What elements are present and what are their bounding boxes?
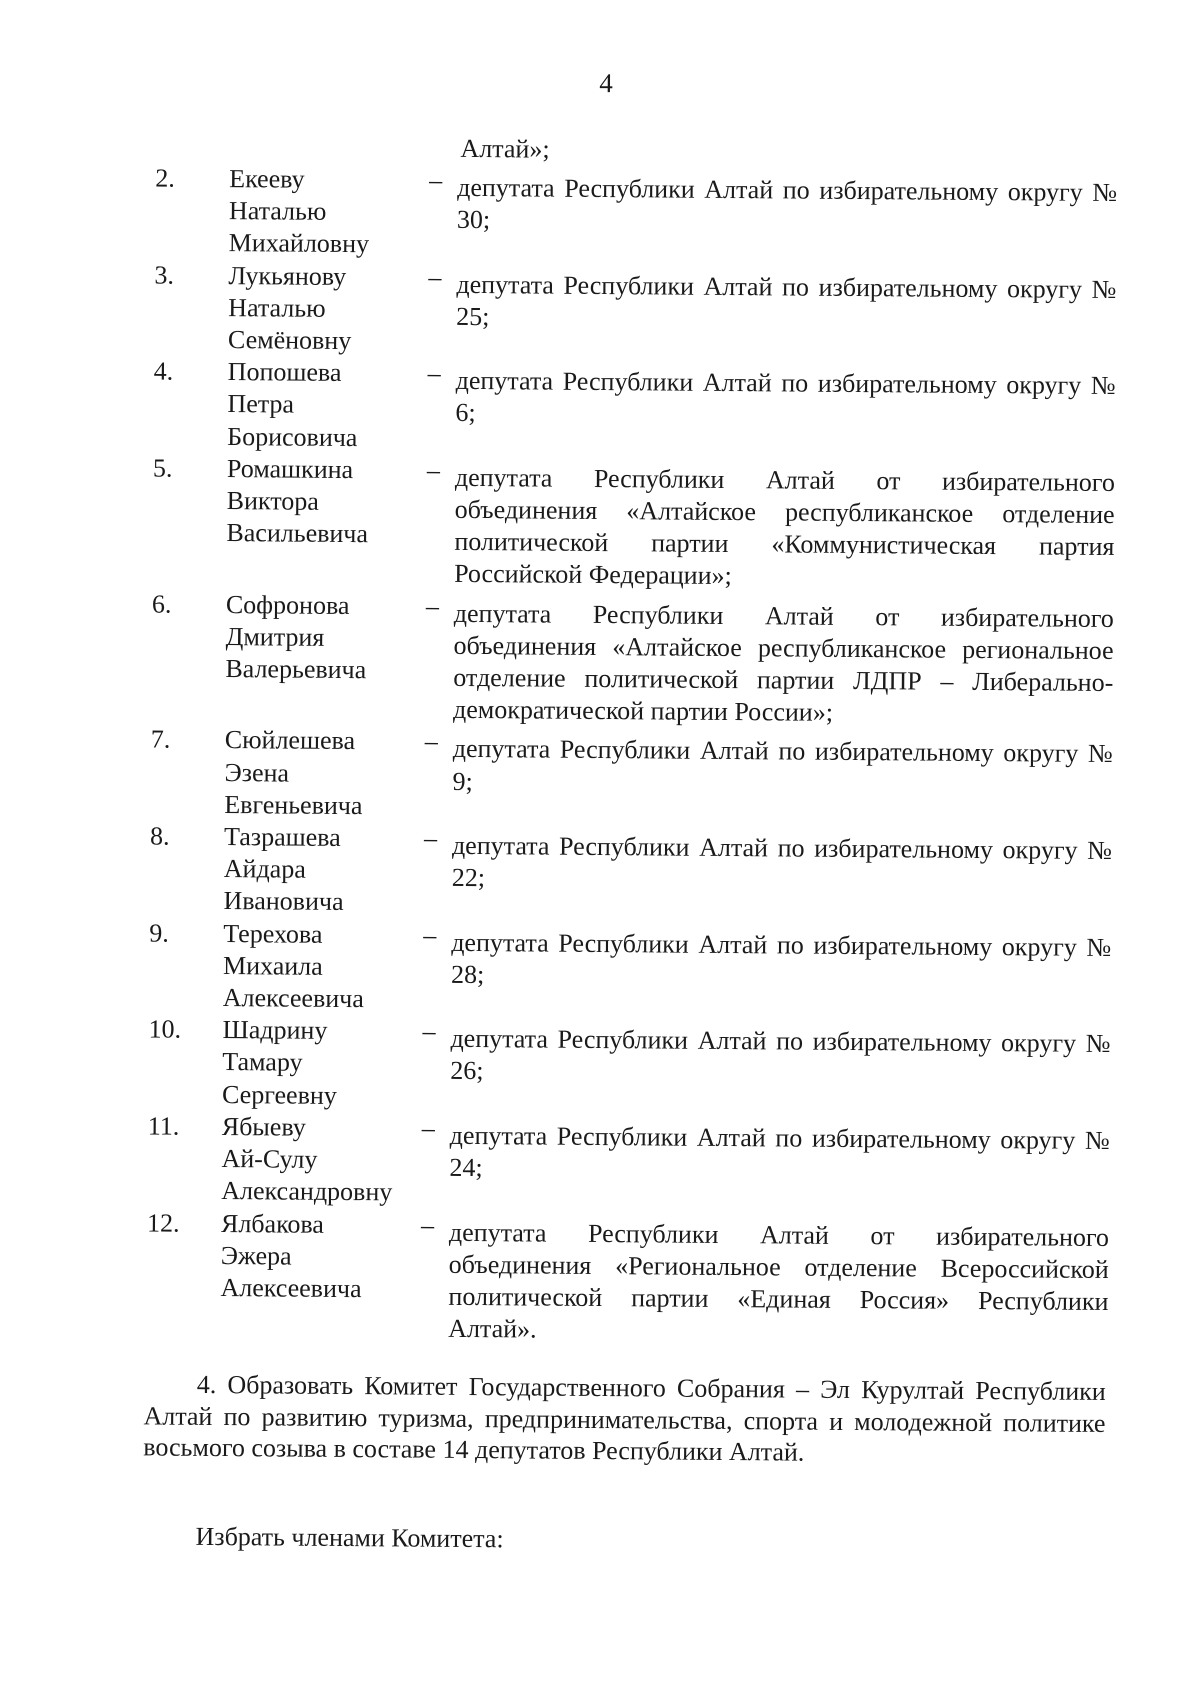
name-line: Терехова	[223, 918, 323, 949]
dash: –	[425, 591, 440, 621]
member-name	[222, 1014, 423, 1112]
member-description: депутата Республики Алтай по избирательному округу № 26;	[450, 1024, 1111, 1086]
paragraph-elect-members: Избрать членами Комитета:	[195, 1521, 504, 1554]
name-line: Михайловну	[228, 228, 370, 259]
member-name	[223, 821, 424, 919]
dash: –	[423, 823, 438, 853]
member-description: депутата Республики Алтай от избирательного объединения «Региональное отделение Всероссийской политической партии «Единая Россия» Республики Алтай».	[448, 1217, 1110, 1344]
member-entry	[152, 452, 1115, 595]
name-line: Ромашкина	[226, 453, 354, 484]
name-line: Ялбакова	[220, 1208, 325, 1239]
entry-number: 7.	[150, 724, 171, 755]
member-entry	[147, 1110, 1110, 1214]
member-description: депутата Республики Алтай по избирательному округу № 9;	[452, 734, 1113, 796]
name-line: Екееву	[229, 164, 305, 194]
entry-number: 9.	[149, 918, 169, 948]
member-description: депутата Республики Алтай от избирательного объединения «Алтайское республиканское отделение политической партии «Коммунистическая партия Российской Федерации»;	[454, 462, 1116, 591]
entry-number: 2.	[155, 163, 175, 193]
entry-number: 5.	[152, 453, 173, 483]
page-number: 4	[599, 67, 613, 99]
entry-number: 11.	[147, 1111, 180, 1141]
member-name	[227, 356, 428, 454]
member-entry	[149, 917, 1112, 1021]
name-line: Наталью	[228, 292, 326, 323]
member-entry	[151, 588, 1114, 731]
member-entry	[150, 724, 1113, 828]
name-line: Наталью	[228, 196, 327, 227]
name-line: Васильевича	[226, 518, 369, 549]
name-line: Евгеньевича	[224, 789, 363, 820]
member-description: депутата Республики Алтай от избирательного объединения «Алтайское республиканское региональное отделение политической партии ЛДПР – Либерально-демократической партии России»;	[452, 598, 1114, 728]
name-line: Лукьянову	[228, 260, 347, 291]
member-entry	[154, 259, 1117, 363]
name-line: Дмитрия	[225, 621, 325, 652]
member-description: депутата Республики Алтай по избирательному округу № 30;	[456, 172, 1118, 235]
dash: –	[423, 920, 437, 950]
paragraph-committee-formation: 4. Образовать Комитет Государственного Собрания – Эл Курултай Республики Алтай по развитию туризма, предпринимательства, спорта и молодежной политике восьмого созыва в составе 14 депутатов Республики Алтай.	[143, 1369, 1106, 1467]
name-line: Виктора	[226, 486, 319, 516]
dash: –	[429, 165, 443, 195]
continuation-text: Алтай»;	[460, 133, 550, 164]
member-description: депутата Республики Алтай по избирательному округу № 22;	[451, 830, 1113, 893]
name-line: Тазрашева	[223, 822, 341, 853]
name-line: Петра	[227, 389, 295, 420]
member-entry	[148, 1014, 1111, 1118]
name-line: Эжера	[220, 1240, 292, 1271]
name-line: Эзена	[224, 757, 290, 788]
dash: –	[421, 1113, 435, 1143]
member-entry	[153, 356, 1116, 460]
member-entry	[146, 1207, 1109, 1350]
member-description: депутата Республики Алтай по избирательному округу № 28;	[450, 927, 1112, 989]
name-line: Ябыеву	[221, 1111, 306, 1142]
member-name	[229, 163, 430, 261]
member-name	[224, 725, 425, 823]
dash: –	[422, 1016, 436, 1046]
name-line: Ивановича	[223, 886, 344, 917]
member-name	[226, 453, 427, 590]
name-line: Алексеевича	[222, 983, 364, 1014]
name-line: Сергеевну	[221, 1079, 337, 1110]
member-entry	[149, 821, 1112, 925]
name-line: Борисовича	[227, 421, 358, 452]
name-line: Михаила	[222, 950, 323, 981]
member-name	[221, 1111, 422, 1209]
name-line: Софронова	[225, 589, 350, 620]
member-name	[225, 589, 426, 726]
member-name	[220, 1208, 421, 1345]
name-line: Александровну	[221, 1176, 393, 1207]
name-line: Семёновну	[227, 325, 352, 356]
entry-number: 3.	[154, 260, 175, 290]
dash: –	[420, 1210, 435, 1240]
entry-number: 8.	[149, 821, 170, 851]
dash: –	[428, 262, 442, 292]
name-line: Валерьевича	[225, 654, 367, 685]
name-line: Шадрину	[222, 1015, 328, 1046]
member-list	[146, 162, 1117, 1350]
dash: –	[427, 358, 441, 388]
name-line: Айдара	[223, 854, 306, 884]
name-line: Тамару	[222, 1047, 303, 1078]
name-line: Алексеевича	[220, 1272, 362, 1304]
name-line: Сюйлешева	[224, 725, 356, 756]
entry-number: 10.	[148, 1014, 182, 1044]
dash: –	[424, 727, 438, 757]
member-description: депутата Республики Алтай по избирательному округу № 6;	[455, 366, 1116, 428]
member-description: депутата Республики Алтай по избирательному округу № 25;	[456, 269, 1117, 331]
member-description: депутата Республики Алтай по избирательному округу № 24;	[449, 1120, 1110, 1183]
name-line: Ай-Сулу	[221, 1144, 318, 1174]
entry-number: 6.	[151, 589, 172, 619]
entry-number: 4.	[153, 356, 174, 386]
dash: –	[426, 455, 441, 485]
entry-number: 12.	[146, 1207, 180, 1238]
member-entry	[155, 162, 1118, 266]
member-name	[228, 260, 429, 358]
name-line: Попошева	[227, 357, 342, 388]
member-name	[223, 918, 424, 1016]
